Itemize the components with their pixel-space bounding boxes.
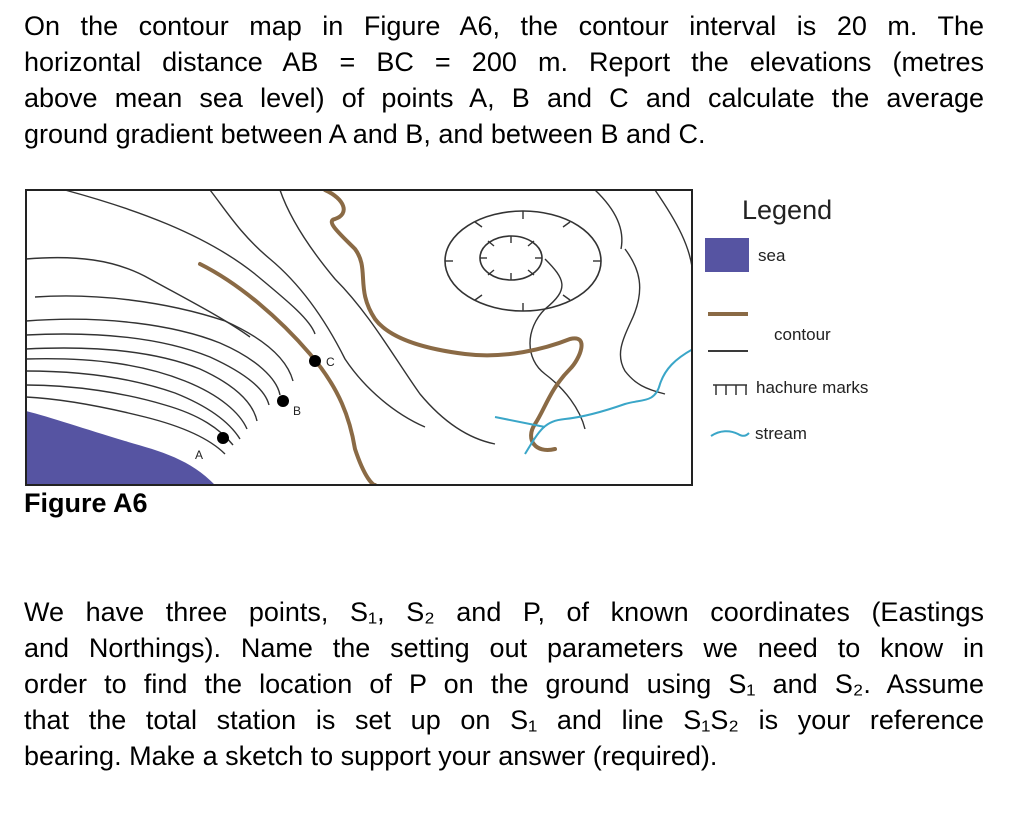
hachure-icon: [712, 383, 748, 397]
legend-sea-label: sea: [758, 246, 786, 265]
question-2-line-2: and Northings). Name the setting out parameters we need to know in: [24, 633, 984, 663]
legend-hachure-label: hachure marks: [756, 378, 869, 397]
legend-contour-label: contour: [774, 325, 831, 344]
contour-lines-index: [200, 190, 582, 485]
sea-area: [26, 411, 215, 485]
question-1-line-4: ground gradient between A and B, and between B and C.: [24, 119, 706, 149]
point-a-marker: [217, 432, 229, 444]
map-legend: [700, 190, 1000, 460]
question-1-line-1: On the contour map in Figure A6, the contour interval is 20 m. The: [24, 11, 984, 41]
point-a-label: A: [195, 448, 204, 462]
point-c-marker: [309, 355, 321, 367]
question-1-line-3: above mean sea level) of points A, B and C and calculate the average: [24, 83, 984, 113]
hill-contour-outer: [445, 211, 601, 311]
stream-icon: [710, 428, 750, 440]
legend-stream-label: stream: [755, 424, 807, 443]
question-2-line-3: order to find the location of P on the ground using S₁ and S₂. Assume: [24, 669, 984, 699]
question-1-line-2: horizontal distance AB = BC = 200 m. Report the elevations (metres: [24, 47, 984, 77]
question-2-line-5: bearing. Make a sketch to support your answer (required).: [24, 741, 718, 771]
point-b-label: B: [293, 404, 302, 418]
point-c-label: C: [326, 355, 335, 369]
question-1-text: [24, 8, 984, 152]
legend-contour-thick-swatch: [708, 312, 748, 316]
legend-contour-thin-swatch: [708, 350, 748, 352]
figure-caption: Figure A6: [24, 488, 148, 518]
stream-lines: [495, 349, 693, 454]
legend-title: Legend: [742, 195, 833, 225]
question-2-text: [24, 594, 984, 774]
contour-map: [25, 189, 693, 486]
question-2-line-4: that the total station is set up on S₁ and line S₁S₂ is your reference: [24, 705, 984, 735]
question-2-line-1: We have three points, S₁, S₂ and P, of known coordinates (Eastings: [24, 597, 984, 627]
point-b-marker: [277, 395, 289, 407]
legend-sea-swatch: [705, 238, 749, 272]
